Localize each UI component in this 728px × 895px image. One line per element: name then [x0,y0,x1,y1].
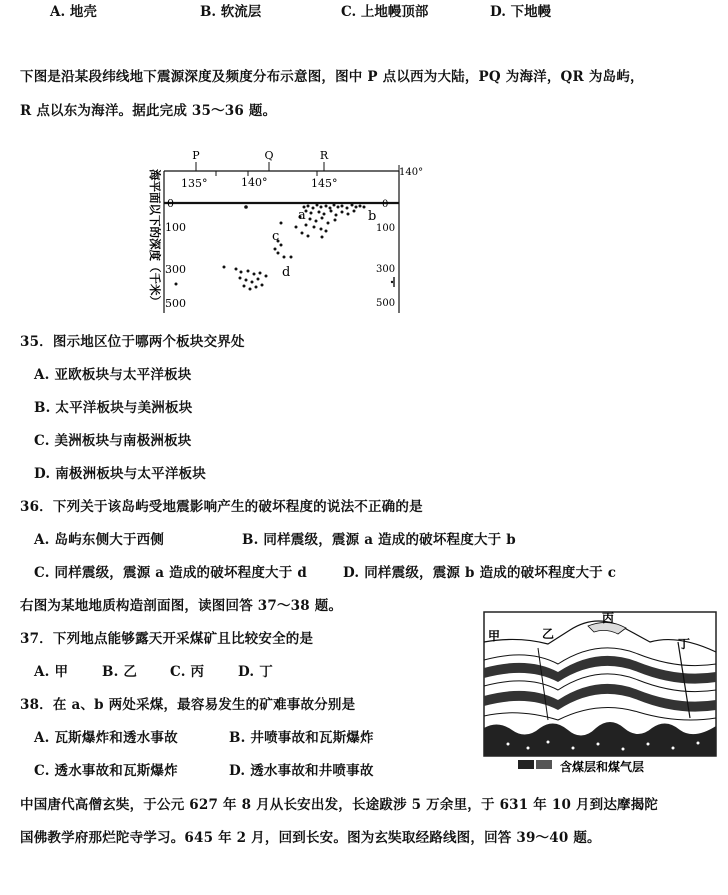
prev-option-d: D. 下地幔 [490,4,552,20]
label-b: b [368,209,377,224]
q36-option-b: B. 同样震级，震源 a 造成的破坏程度大于 b [242,532,516,548]
svg-text:300: 300 [376,264,396,275]
svg-text:0: 0 [382,199,389,210]
q36-option-a: A. 岛屿东侧大于西侧 [34,532,165,548]
geological-section-figure [478,608,722,776]
svg-text:300: 300 [165,263,186,276]
svg-text:0: 0 [167,197,174,210]
intro-35-36-line1: 下图是沿某段纬线地下震源深度及频度分布示意图，图中 P 点以西为大陆，PQ 为海洋，QR 为岛屿， [20,69,644,85]
lon-right: 140° [399,167,424,178]
marker-p: P [192,149,200,162]
q35-option-b: B. 太平洋板块与美洲板块 [34,400,193,416]
q36-option-d: D. 同样震级，震源 b 造成的破坏程度大于 c [343,565,617,581]
label-jia: 甲 [488,629,501,643]
intro-39-40-line1: 中国唐代高僧玄奘，于公元 627 年 8 月从长安出发，长途跋涉 5 万余里，于 631 年 10 月到达摩揭陀 [20,797,659,813]
lon-140: 140° [241,176,268,189]
prev-option-a: A. 地壳 [50,4,97,20]
q35-option-d: D. 南极洲板块与太平洋板块 [34,466,206,482]
q37-option-d: D. 丁 [238,664,273,680]
q37-option-b: B. 乙 [102,664,138,680]
q35-option-a: A. 亚欧板块与太平洋板块 [34,367,192,383]
lon-135: 135° [181,177,208,190]
intro-35-36-line2: R 点以东为海洋。据此完成 35～36 题。 [20,103,277,119]
q37-stem: 37．下列地点能够露天开采煤矿且比较安全的是 [20,631,314,647]
intro-37-38: 右图为某地地质构造剖面图，读图回答 37～38 题。 [20,598,343,614]
q35-option-c: C. 美洲板块与南极洲板块 [34,433,192,449]
q38-stem: 38．在 a、b 两处采煤，最容易发生的矿难事故分别是 [20,697,356,713]
lon-145: 145° [311,177,338,190]
prev-option-c: C. 上地幔顶部 [341,4,429,20]
q38-option-d: D. 透水事故和井喷事故 [229,763,374,779]
q35-stem: 35．图示地区位于哪两个板块交界处 [20,334,245,350]
q38-option-b: B. 井喷事故和瓦斯爆炸 [229,730,374,746]
q36-stem: 36．下列关于该岛屿受地震影响产生的破坏程度的说法不正确的是 [20,499,423,515]
legend-label: 含煤层和煤气层 [560,760,645,774]
marker-q: Q [264,149,274,162]
label-c: c [272,229,280,244]
svg-text:海平面以下的深度（千米）: 海平面以下的深度（千米） [148,169,162,307]
svg-text:100: 100 [165,221,186,234]
label-bing: 丙 [602,611,615,625]
svg-text:500: 500 [165,297,186,310]
q36-option-c: C. 同样震级，震源 a 造成的破坏程度大于 d [34,565,307,581]
svg-text:100: 100 [376,223,396,234]
earthquake-depth-figure [136,145,424,317]
prev-option-b: B. 软流层 [200,4,262,20]
intro-39-40-line2: 国佛教学府那烂陀寺学习。645 年 2 月，回到长安。图为玄奘取经路线图，回答 39～40 题。 [20,830,601,846]
marker-r: R [319,149,329,162]
q37-option-c: C. 丙 [170,664,205,680]
label-yi: 乙 [542,627,555,641]
y-axis-label [148,169,162,307]
q37-option-a: A. 甲 [34,664,69,680]
q38-option-c: C. 透水事故和瓦斯爆炸 [34,763,178,779]
label-d: d [282,265,291,280]
label-a: a [298,208,306,223]
svg-text:500: 500 [376,298,396,309]
q38-option-a: A. 瓦斯爆炸和透水事故 [34,730,178,746]
label-ding: 丁 [678,637,691,651]
